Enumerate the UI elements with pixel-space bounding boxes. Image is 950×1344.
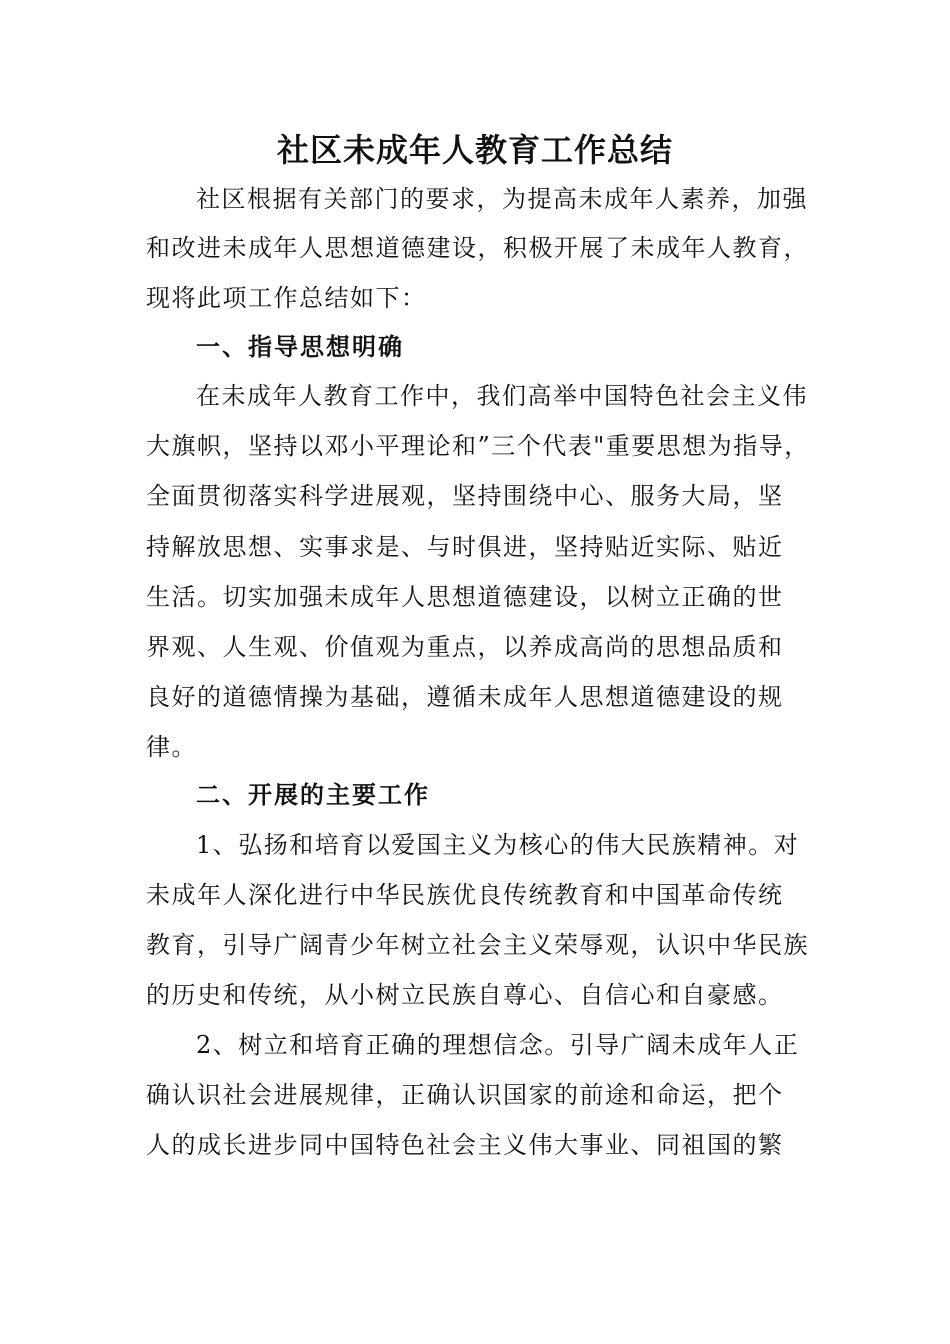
document-title: 社区未成年人教育工作总结 [276,131,673,169]
paragraph-line: 界观、人生观、价值观为重点，以养成高尚的思想品质和 [146,633,784,661]
section-heading-2: 二、开展的主要工作 [196,781,430,809]
paragraph-line: 生活。切实加强未成年人思想道德建设，以树立正确的世 [146,583,784,611]
paragraph-line: 未成年人深化进行中华民族优良传统教育和中国革命传统 [146,881,784,909]
paragraph-line: 持解放思想、实事求是、与时俱进，坚持贴近实际、贴近 [146,533,784,561]
paragraph-line: 现将此项工作总结如下： [146,284,427,312]
paragraph-line: 教育，引导广阔青少年树立社会主义荣辱观，认识中华民族 [146,931,809,959]
section-heading-1: 一、指导思想明确 [196,333,404,361]
paragraph-line: 全面贯彻落实科学进展观，坚持围绕中心、服务大局，坚 [146,482,784,510]
paragraph-line: 良好的道德情操为基础，遵循未成年人思想道德建设的规 [146,683,784,711]
paragraph-line: 和改进未成年人思想道德建设，积极开展了未成年人教育， [146,234,809,262]
paragraph-line: 律。 [146,733,197,761]
paragraph-line: 2、树立和培育正确的理想信念。引导广阔未成年人正 [196,1031,800,1059]
paragraph-line: 确认识社会进展规律，正确认识国家的前途和命运，把个 [146,1081,784,1109]
paragraph-line: 人的成长进步同中国特色社会主义伟大事业、同祖国的繁 [146,1131,784,1159]
paragraph-line: 大旗帜，坚持以邓小平理论和”三个代表"重要思想为指导， [146,432,810,460]
paragraph-line: 在未成年人教育工作中，我们高举中国特色社会主义伟 [196,382,808,410]
paragraph-line: 1、弘扬和培育以爱国主义为核心的伟大民族精神。对 [196,831,800,859]
paragraph-line: 社区根据有关部门的要求，为提高未成年人素养，加强 [196,185,808,213]
paragraph-line: 的历史和传统，从小树立民族自尊心、自信心和自豪感。 [146,981,784,1009]
